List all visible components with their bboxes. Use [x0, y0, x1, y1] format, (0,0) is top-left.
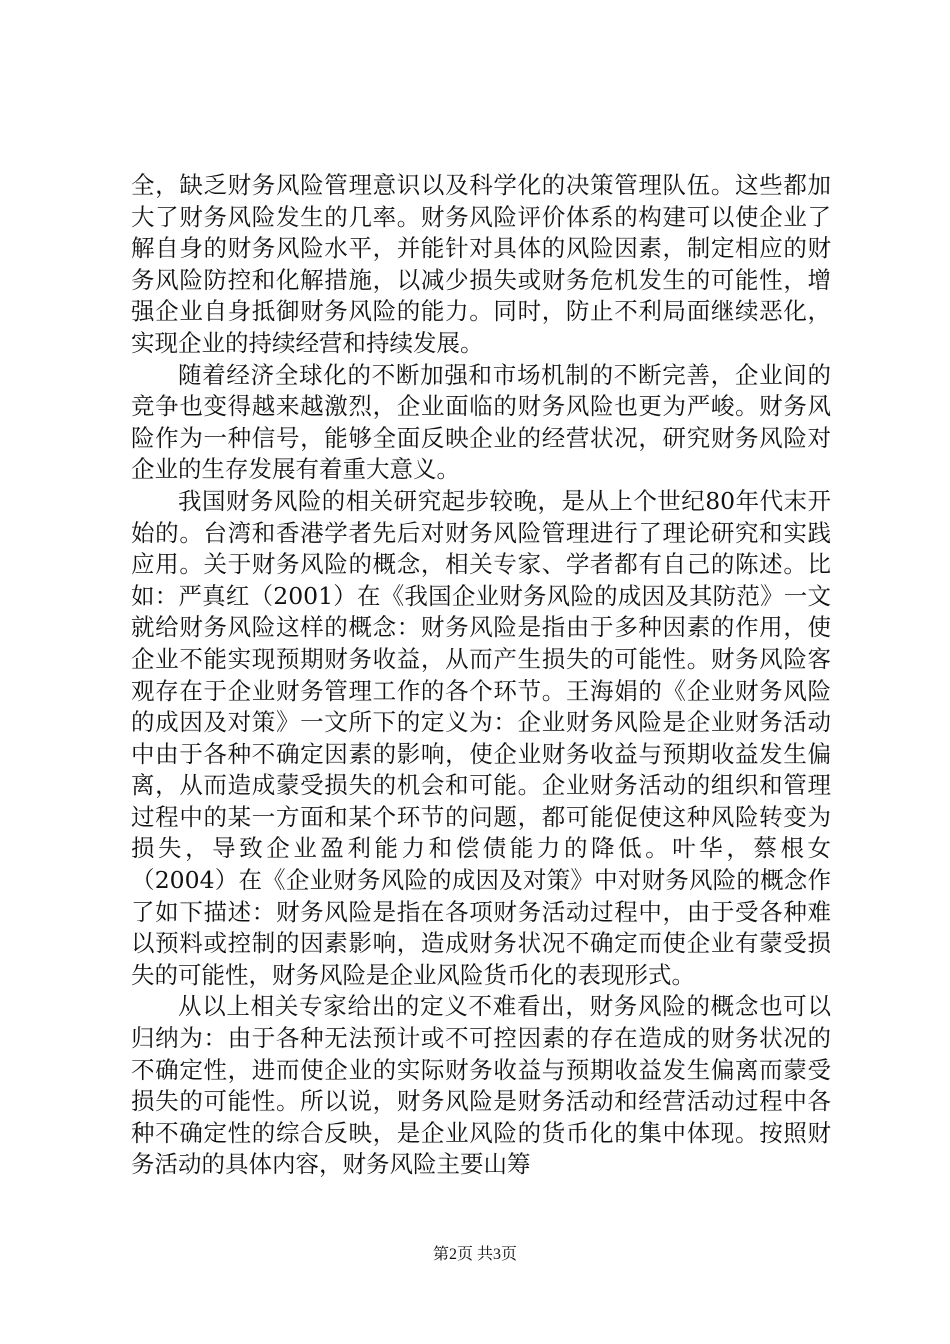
- page-footer: 第2页 共3页: [432, 1246, 517, 1263]
- body-text: [131, 170, 831, 1181]
- paragraph-1: 全，缺乏财务风险管理意识以及科学化的决策管理队伍。这些都加大了财务风险发生的几率。财务风险评价体系的构建可以使企业了解自身的财务风险水平，并能针对具体的风险因素，制定相应的财务风险防控和化解措施，以减少损失或财务危机发生的可能性，增强企业自身抵御财务风险的能力。同时，防止不利局面继续恶化，实现企业的持续经营和持续发展。: [131, 171, 831, 357]
- paragraph-4: 从以上相关专家给出的定义不难看出，财务风险的概念也可以归纳为：由于各种无法预计或不可控因素的存在造成的财务状况的不确定性，进而使企业的实际财务收益与预期收益发生偏离而蒙受损失的可能性。所以说，财务风险是财务活动和经营活动过程中各种不确定性的综合反映，是企业风险的货币化的集中体现。按照财务活动的具体内容，财务风险主要山筹: [131, 992, 831, 1179]
- paragraph-2: 随着经济全球化的不断加强和市场机制的不断完善，企业间的竞争也变得越来越激烈，企业面临的财务风险也更为严峻。财务风险作为一种信号，能够全面反映企业的经营状况，研究财务风险对企业的生存发展有着重大意义。: [131, 360, 831, 484]
- paragraph-3: 我国财务风险的相关研究起步较晚，是从上个世纪80年代末开始的。台湾和香港学者先后对财务风险管理进行了理论研究和实践应用。关于财务风险的概念，相关专家、学者都有自己的陈述。比如：严真红（2001）在《我国企业财务风险的成因及其防范》一文就给财务风险这样的概念：财务风险是指由于多种因素的作用，使企业不能实现预期财务收益，从而产生损失的可能性。财务风险客观存在于企业财务管理工作的各个环节。王海娟的《企业财务风险的成因及对策》一文所下的定义为：企业财务风险是企业财务活动中由于各种不确定因素的影响，使企业财务收益与预期收益发生偏离，从而造成蒙受损失的机会和可能。企业财务活动的组织和管理过程中的某一方面和某个环节的问题，都可能促使这种风险转变为损失，导致企业盈利能力和偿债能力的降低。叶华，蔡根女（2004）在《企业财务风险的成因及对策》中对财务风险的概念作了如下描述：财务风险是指在各项财务活动过程中，由于受各种难以预料或控制的因素影响，造成财务状况不确定而使企业有蒙受损失的可能性，财务风险是企业风险货币化的表现形式。: [131, 486, 831, 989]
